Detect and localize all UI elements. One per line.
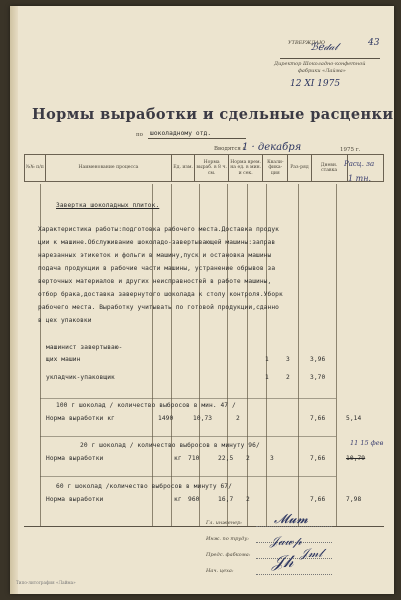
handwritten-signature: 𝒥𝓂𝓁	[300, 546, 323, 560]
description-line: нарезанных этикеток и фольги в машину,пуск и остановка машины	[38, 252, 272, 259]
approval-signature: ℬℯ𝒹𝒶𝓁	[310, 42, 338, 53]
approval-heading: УТВЕРЖДАЮ	[288, 40, 326, 46]
handwritten-signature: 𝒥𝒶𝓌𝓅	[270, 534, 302, 548]
approval-position-1: Директор Шоколадно-конфетной	[274, 61, 366, 67]
worker-qualification: 1	[265, 374, 269, 381]
description-line: верточных материалов и других неисправностей в работе машины,	[38, 278, 272, 285]
col-num: №№ п/п	[25, 155, 46, 182]
page-title: Нормы выработки и сдельные расценки	[32, 106, 394, 123]
norm-time: 10,73	[193, 415, 213, 422]
signature-label-chief-engineer: Гл. инженер:	[206, 520, 242, 526]
norm-label: Норма выработки	[46, 455, 104, 462]
dept-name: шоколадному отд.	[150, 130, 212, 137]
norm-time: 16,7	[218, 496, 234, 503]
description-line: подача продукции в рабочие части машины, устранение обрывов за	[38, 265, 276, 272]
worker-qualification: 1	[265, 356, 269, 363]
price-handwritten-note: 11 15 фев	[350, 439, 384, 447]
worker-name: щих машин	[46, 356, 81, 363]
norm-label: Норма выработки	[46, 496, 104, 503]
printer-imprint: Типо-литография «Лайма»	[16, 580, 76, 585]
worker-rate: 3,96	[310, 356, 326, 363]
norm-grade: 2	[246, 455, 250, 462]
norm-rate: 7,66	[310, 415, 326, 422]
worker-grade: 3	[286, 356, 290, 363]
norm-label: Норма выработки кг	[46, 415, 115, 422]
norm-time: 22,5	[218, 455, 234, 462]
col-output-rate: Норма выраб. в 8 ч. см.	[195, 155, 229, 182]
page-edge	[10, 6, 18, 594]
worker-grade: 2	[286, 374, 290, 381]
norm-grade: 2	[236, 415, 240, 422]
section-title: Завертка шоколадных плиток.	[56, 202, 160, 209]
header-handwritten-unit: 1 тн.	[348, 174, 372, 183]
col-qualification: Квали-фика-ция	[263, 155, 288, 182]
norm-rate: 7,66	[310, 455, 326, 462]
norm-unit: кг	[174, 455, 182, 462]
description-line: Характеристика работы:подготовка рабочего места.Доставка продук	[38, 226, 279, 233]
norm-qty: 960	[188, 496, 200, 503]
worker-name: машинист завертываю-	[46, 344, 123, 351]
approval-mark: 43	[368, 38, 380, 48]
col-grade: Раз-ряд	[288, 155, 311, 182]
description-line: в цех упаковки	[38, 317, 92, 324]
table-header	[24, 154, 384, 182]
norm-unit: кг	[174, 496, 182, 503]
product-heading: 60 г шоколад /количество выбросов в минуту 67/	[56, 483, 232, 490]
norm-price: 5,14	[346, 415, 362, 422]
norm-grade: 2	[246, 496, 250, 503]
handwritten-signature: 𝒥𝒽	[272, 552, 294, 572]
effective-year: 1975 г.	[340, 147, 361, 153]
description-line: отбор брака,доставка завернутого шоколада к столу контроля.Уборк	[38, 291, 283, 298]
col-price: Дневн. ставка	[311, 155, 347, 182]
norm-price: 7,98	[346, 496, 362, 503]
document-page	[10, 6, 394, 594]
col-time-rate: Норма врем. на ед. в мин. и сек.	[229, 155, 263, 182]
norm-price: 10,79	[346, 455, 366, 462]
handwritten-signature: 𝓜𝓾𝓶	[274, 512, 309, 527]
col-unit: Ед. изм.	[172, 155, 195, 182]
signature-label-union-chair: Предс. фабкома:	[206, 552, 251, 558]
norm-rate: 7,66	[310, 496, 326, 503]
norm-qty: 710	[188, 455, 200, 462]
dept-prefix: по	[136, 132, 143, 138]
norm-grade-corrected: 3	[270, 455, 274, 462]
col-work-name: Наименование процесса	[45, 155, 171, 182]
description-line: ции к машине.Обслуживание шоколадо-завертывающей машины:заправ	[38, 239, 276, 246]
signature-label-shop-head: Нач. цеха:	[206, 568, 234, 574]
approval-date: 12 XI 1975	[290, 79, 341, 89]
worker-name: укладчик-упаковщик	[46, 374, 115, 381]
product-heading: 100 г шоколад / количество выбросов в мин. 47 /	[56, 402, 236, 409]
header-handwritten-note: Расц. за	[344, 160, 375, 168]
signature-label-labor-engineer: Инж. по труду:	[206, 536, 249, 542]
worker-rate: 3,70	[310, 374, 326, 381]
description-line: рабочего места. Выработку учитывать по готовой продукции,сданно	[38, 304, 279, 311]
product-heading: 20 г шоколад / количество выбросов в минуту 96/	[80, 442, 260, 449]
effective-label: Вводятся с	[214, 146, 246, 152]
effective-date: 1 · декабря	[242, 142, 302, 153]
norm-qty: 1490	[158, 415, 174, 422]
approval-position-2: фабрики «Лайма»	[298, 68, 346, 74]
